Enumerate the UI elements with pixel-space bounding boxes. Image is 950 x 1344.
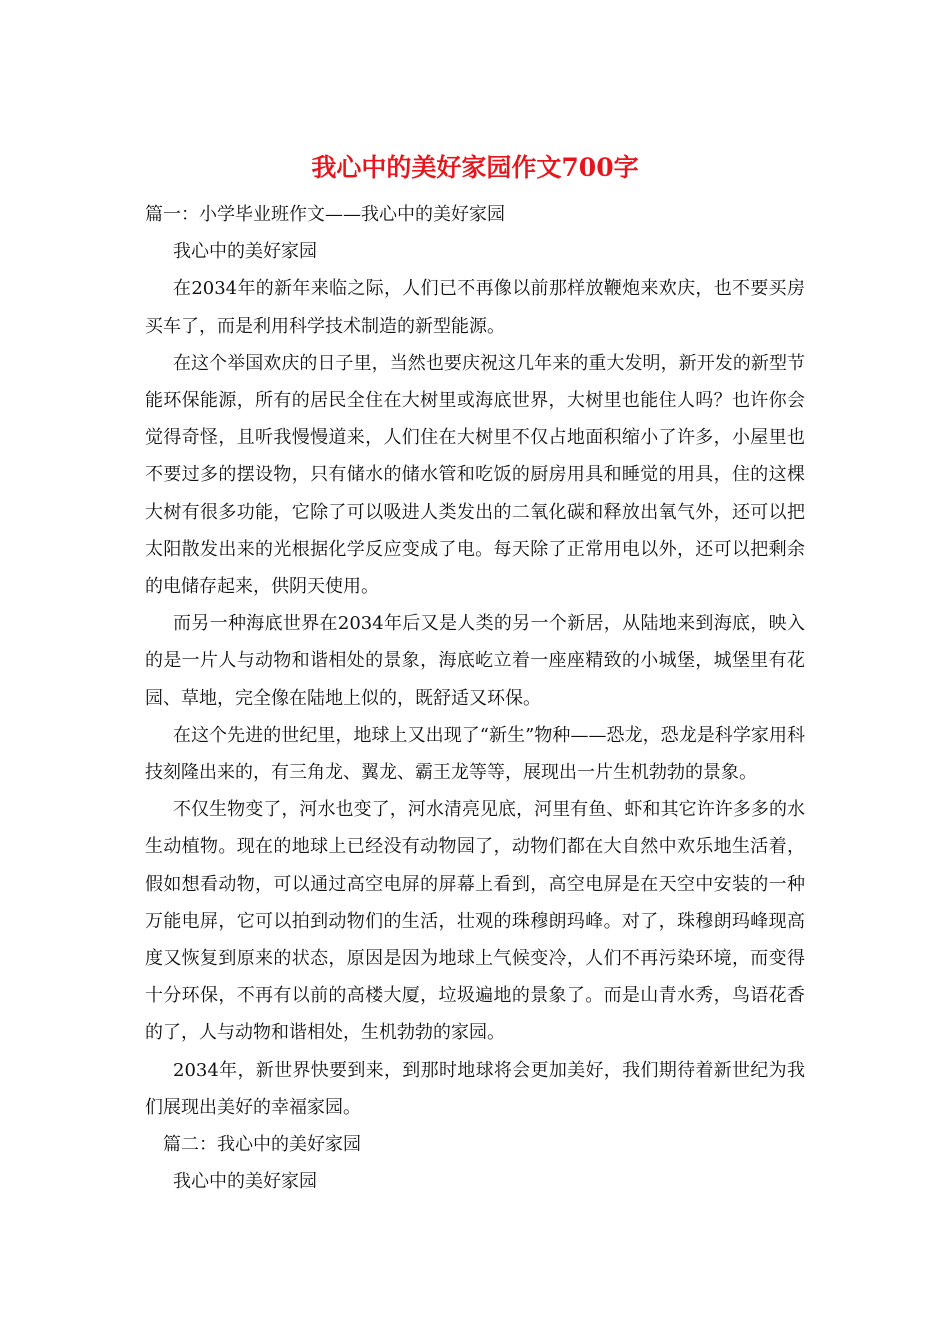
paragraph: 在这个举国欢庆的日子里，当然也要庆祝这几年来的重大发明，新开发的新型节能环保能源，所有的居民全住在大树里或海底世界，大树里也能住人吗？也许你会觉得奇怪，且听我慢慢道来，人们住在大树里不仅占地面积缩小了许多，小屋里也不要过多的摆设物，只有储水的储水管和吃饭的厨房用具和睡觉的用具，住的这棵大树有很多功能，它除了可以吸进人类发出的二氧化碳和释放出氧气外，还可以把太阳散发出来的光根据化学反应变成了电。每天除了正常用电以外，还可以把剩余的电储存起来，供阴天使用。: [145, 352, 805, 598]
paragraph: 不仅生物变了，河水也变了，河水清亮见底，河里有鱼、虾和其它许许多多的水生动植物。现在的地球上已经没有动物园了，动物们都在大自然中欢乐地生活着，假如想看动物，可以通过高空电屏的屏幕上看到，高空电屏是在天空中安装的一种万能电屏，它可以拍到动物们的生活，壮观的珠穆朗玛峰。对了，珠穆朗玛峰现高度又恢复到原来的状态，原因是因为地球上气候变冷，人们不再污染环境，而变得十分环保，不再有以前的高楼大厦，垃圾遍地的景象了。而是山青水秀，鸟语花香的了，人与动物和谐相处，生机勃勃的家园。: [145, 799, 805, 1044]
document-body: [145, 196, 805, 1200]
paragraph: 2034年，新世界快要到来，到那时地球将会更加美好，我们期待着新世纪为我们展现出美好的幸福家园。: [145, 1059, 805, 1118]
essay-title-one: 我心中的美好家园: [173, 241, 317, 263]
section-heading-part-two: 篇二：我心中的美好家园: [163, 1134, 361, 1156]
document-title: 我心中的美好家园作文700字: [311, 153, 639, 182]
section-heading-part-one: 篇一：小学毕业班作文——我心中的美好家园: [145, 204, 505, 225]
paragraph: 在2034年的新年来临之际，人们已不再像以前那样放鞭炮来欢庆，也不要买房买车了，而是利用科学技术制造的新型能源。: [145, 278, 805, 337]
paragraph: 在这个先进的世纪里，地球上又出现了“新生”物种——恐龙，恐龙是科学家用科技刻隆出来的，有三角龙、翼龙、霸王龙等等，展现出一片生机勃勃的景象。: [145, 724, 805, 784]
essay-title-two: 我心中的美好家园: [173, 1171, 317, 1193]
paragraph: 而另一种海底世界在2034年后又是人类的另一个新居，从陆地来到海底，映入的是一片人与动物和谐相处的景象，海底屹立着一座座精致的小城堡，城堡里有花园、草地，完全像在陆地上似的，既舒适又环保。: [145, 613, 805, 709]
